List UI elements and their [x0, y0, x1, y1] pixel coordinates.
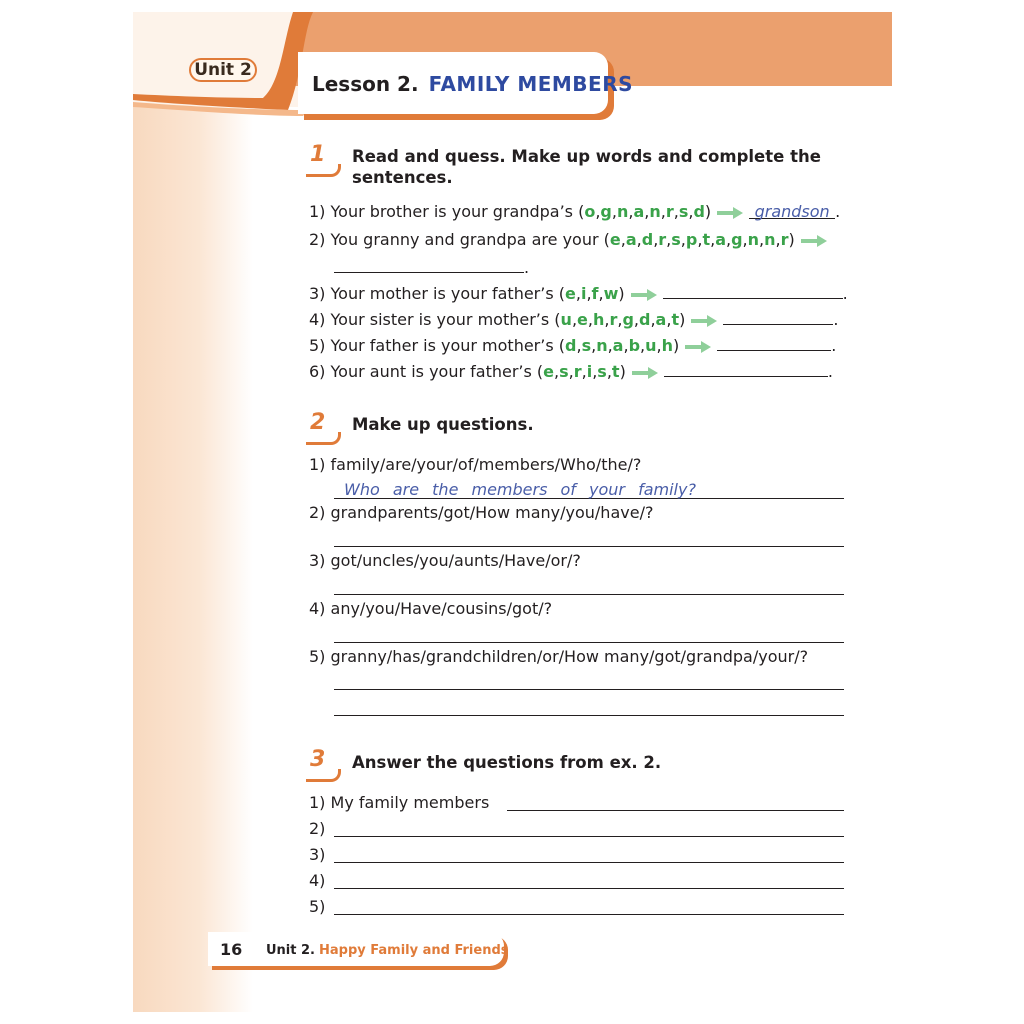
scrambled-letter: b — [628, 336, 641, 355]
answer-line[interactable] — [334, 689, 844, 690]
scrambled-letter: n — [747, 230, 760, 249]
scrambled-letter: h — [592, 310, 605, 329]
item-number: 5) — [309, 336, 326, 355]
item-text: Your sister is your mother’s ( — [330, 310, 561, 329]
lesson-title: FAMILY MEMBERS — [428, 72, 634, 96]
exercise-2-item — [309, 551, 581, 570]
scrambled-letter: u — [560, 310, 572, 329]
lesson-label: Lesson 2. — [312, 72, 419, 96]
arrow-right-icon — [632, 367, 658, 379]
scrambled-letter: f — [591, 284, 599, 303]
item-text: any/you/Have/cousins/got/? — [330, 599, 553, 618]
item-text: family/are/your/of/members/Who/the/? — [330, 455, 642, 474]
exercise-3-title: Answer the questions from ex. 2. — [352, 753, 662, 772]
page-footer — [208, 932, 508, 972]
answer-blank[interactable] — [664, 360, 828, 377]
answer-line[interactable] — [334, 836, 844, 837]
arrow-right-icon — [685, 341, 711, 353]
exercise-2-number — [310, 410, 340, 440]
scrambled-letter: p — [685, 230, 698, 249]
item-close: ) — [619, 362, 626, 381]
answer-line[interactable] — [334, 546, 844, 547]
item-number: 1) — [309, 202, 326, 221]
scrambled-letter: r — [573, 362, 582, 381]
page-number: 16 — [220, 940, 243, 959]
footer-unit — [266, 943, 509, 958]
scrambled-letter: r — [658, 230, 667, 249]
exercise-1-item: 4) Your sister is your mother’s (u,e,h,r,g,d,a,t) . — [309, 310, 839, 329]
exercise-3-item — [309, 897, 325, 916]
item-close: ) — [672, 336, 680, 355]
scrambled-letter: e — [565, 284, 576, 303]
scrambled-letter: d — [641, 230, 654, 249]
scrambled-letter: r — [780, 230, 789, 249]
scrambled-letter: d — [639, 310, 651, 329]
item-number: 4) — [309, 599, 326, 618]
scrambled-letter: a — [625, 230, 637, 249]
scrambled-letter: i — [586, 362, 593, 381]
exercise-3-digit: 3 — [310, 747, 326, 772]
exercise-1-number — [310, 142, 340, 172]
answer-blank[interactable] — [717, 334, 831, 351]
scrambled-letter: h — [661, 336, 673, 355]
exercise-1-item: 3) Your mother is your father’s (e,i,f,w) . — [309, 284, 848, 303]
scrambled-letter: d — [693, 202, 705, 221]
exercise-1-digit: 1 — [310, 142, 326, 167]
answer-line[interactable] — [507, 810, 844, 811]
exercise-2-item — [309, 455, 641, 474]
exercise-3-item — [309, 819, 325, 838]
workbook-page — [133, 12, 892, 1012]
item-number: 2) — [309, 230, 326, 249]
item-text: Your brother is your grandpa’s ( — [330, 202, 585, 221]
item-number: 4) — [309, 310, 326, 329]
answer-blank[interactable] — [749, 202, 835, 219]
scrambled-letter: s — [559, 362, 569, 381]
answer-line[interactable] — [334, 888, 844, 889]
scrambled-letter: e — [609, 230, 621, 249]
exercise-1-item: 2) You granny and grandpa are your (e,a,d,r,s,p,t,a,g,n,n,r) — [309, 230, 833, 249]
scrambled-letter: t — [702, 230, 711, 249]
item-text: Your aunt is your father’s ( — [330, 362, 544, 381]
scrambled-letter: a — [633, 202, 645, 221]
scrambled-letter: n — [616, 202, 629, 221]
scrambled-letter: s — [581, 336, 592, 355]
answer-line[interactable] — [334, 914, 844, 915]
scrambled-letter: a — [715, 230, 726, 249]
lesson-header — [298, 52, 634, 122]
arrow-right-icon — [691, 315, 717, 327]
item-number: 2) — [309, 819, 326, 838]
answer-line[interactable] — [334, 642, 844, 643]
item-text: grandparents/got/How many/you/have/? — [330, 503, 654, 522]
item-text: Your mother is your father’s ( — [330, 284, 566, 303]
exercise-1-item-2-blank[interactable]: . — [334, 256, 529, 277]
exercise-2-item — [309, 599, 552, 618]
item-close: ) — [788, 230, 795, 249]
scrambled-letter: g — [622, 310, 634, 329]
answer-line[interactable] — [334, 594, 844, 595]
scrambled-letter: n — [649, 202, 661, 221]
scrambled-letter: t — [611, 362, 620, 381]
exercise-1-item: 1) Your brother is your grandpa’s (o,g,n,a,n,r,s,d) grandson . — [309, 202, 841, 221]
scrambled-letter: i — [580, 284, 587, 303]
item-number: 3) — [309, 845, 326, 864]
answer-blank[interactable] — [663, 282, 843, 299]
item-close: ) — [618, 284, 625, 303]
item-number: 1) — [309, 793, 326, 812]
scrambled-letter: s — [671, 230, 681, 249]
exercise-3-item — [309, 871, 325, 890]
item-text: got/uncles/you/aunts/Have/or/? — [330, 551, 581, 570]
arrow-right-icon — [631, 289, 657, 301]
handwritten-answer: grandson — [754, 202, 830, 221]
exercise-3-item — [309, 845, 325, 864]
exercise-1-item: 5) Your father is your mother’s (d,s,n,a,b,u,h) . — [309, 336, 837, 355]
scrambled-letter: n — [596, 336, 608, 355]
scrambled-letter: o — [584, 202, 596, 221]
scrambled-letter: s — [678, 202, 689, 221]
scrambled-letter: e — [543, 362, 555, 381]
scrambled-letter: a — [655, 310, 667, 329]
item-close: ) — [679, 310, 686, 329]
answer-line[interactable] — [334, 862, 844, 863]
scrambled-letter: u — [645, 336, 657, 355]
item-text: Your father is your mother’s ( — [330, 336, 566, 355]
unit-badge: Unit 2 — [189, 58, 257, 82]
item-number: 6) — [309, 362, 326, 381]
answer-blank[interactable] — [334, 256, 524, 273]
answer-blank[interactable] — [723, 308, 833, 325]
scrambled-letter: s — [597, 362, 607, 381]
scrambled-letter: w — [603, 284, 619, 303]
scrambled-letter: d — [565, 336, 577, 355]
exercise-1-item: 6) Your aunt is your father’s (e,s,r,i,s,t) . — [309, 362, 833, 381]
side-gradient — [133, 107, 253, 1012]
exercise-3-item — [309, 793, 489, 812]
item-number: 2) — [309, 503, 326, 522]
scrambled-letter: r — [609, 310, 618, 329]
exercise-2-item — [309, 503, 653, 522]
exercise-2-digit: 2 — [310, 410, 326, 435]
scrambled-letter: n — [764, 230, 776, 249]
arrow-right-icon — [801, 235, 827, 247]
exercise-3-number — [310, 747, 340, 777]
item-text: granny/has/grandchildren/or/How many/got/grandpa/your/? — [330, 647, 809, 666]
item-close: ) — [704, 202, 712, 221]
answer-line[interactable] — [334, 715, 844, 716]
footer-unit-label: Unit 2. — [266, 943, 315, 958]
scrambled-letter: g — [600, 202, 612, 221]
lesson-heading — [312, 72, 633, 96]
exercise-2-item — [309, 647, 808, 666]
item-text: You granny and grandpa are your ( — [330, 230, 610, 249]
scrambled-letter: e — [577, 310, 588, 329]
handwritten-answer: Who are the members of your family? — [344, 480, 696, 499]
item-number: 4) — [309, 871, 326, 890]
item-number: 5) — [309, 897, 326, 916]
scrambled-letter: g — [731, 230, 743, 249]
scrambled-letter: a — [612, 336, 624, 355]
exercise-1-title: Read and quess. Make up words and complete the sentences. — [352, 147, 821, 187]
arrow-right-icon — [717, 207, 743, 219]
item-number: 1) — [309, 455, 326, 474]
item-number: 5) — [309, 647, 326, 666]
exercise-2-title: Make up questions. — [352, 415, 534, 434]
scrambled-letter: t — [671, 310, 680, 329]
scrambled-letter: r — [665, 202, 674, 221]
item-number: 3) — [309, 284, 326, 303]
item-number: 3) — [309, 551, 326, 570]
footer-unit-title: Happy Family and Friends — [319, 943, 509, 958]
item-text: My family members — [330, 793, 490, 812]
